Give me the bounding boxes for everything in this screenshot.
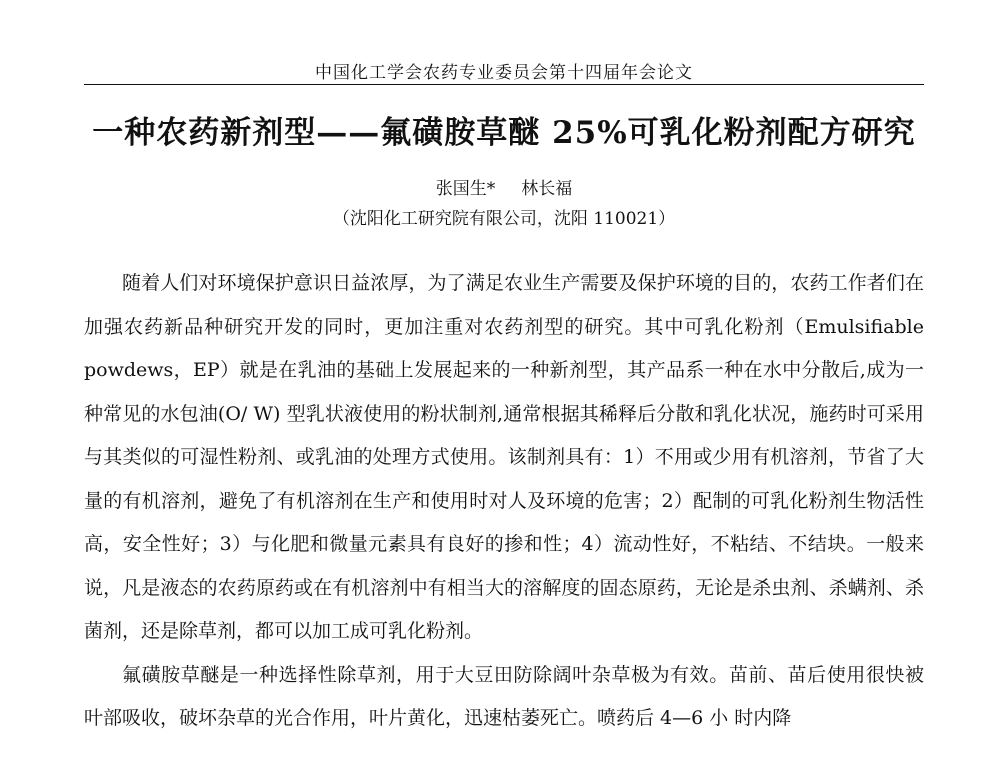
paragraph: 氟磺胺草醚是一种选择性除草剂，用于大豆田防除阔叶杂草极为有效。苗前、苗后使用很快被 叶部吸收，破坏杂草的光合作用，叶片黄化，迅速枯萎死亡。喷药后 4—6 小 时内降	[84, 663, 924, 729]
paper-title: 一种农药新剂型——氟磺胺草醚 25%可乳化粉剂配方研究	[92, 115, 916, 151]
body-text	[84, 262, 924, 741]
header-rule	[84, 84, 924, 85]
author-list	[84, 174, 924, 199]
paragraph: 随着人们对环境保护意识日益浓厚，为了满足农业生产需要及保护环境的目的，农药工作者们在加强农药新品种研究开发的同时，更加注重对农药剂型的研究。其中可乳化粉剂（Emulsifiable powdews，EP）就是在乳油的基础上发展起来的一种新剂型，其产品系一种在水中分散后,成为一种常见的水包油(O/ W) 型乳状液使用的粉状制剂,通常根据其稀释后分散和乳化状况，施药时可采用与其类似的可湿性粉剂、或乳油的处理方式使用。该制剂具有：1）不用或少用有机溶剂，节省了大量的有机溶剂，避免了有机溶剂在生产和使用时对人及环境的危害；2）配制的可乳化粉剂生物活性高，安全性好；3）与化肥和微量元素具有良好的掺和性；4）流动性好，不粘结、不结块。一般来说，凡是液态的农药原药或在有机溶剂中有相当大的溶解度的固态原药，无论是杀虫剂、杀螨剂、杀菌剂，还是除草剂，都可以加工成可乳化粉剂。	[84, 272, 924, 642]
running-header: 中国化工学会农药专业委员会第十四届年会论文	[315, 63, 693, 83]
author-name: 张国生*	[435, 179, 496, 199]
affiliation: （沈阳化工研究院有限公司，沈阳 110021）	[332, 209, 676, 229]
author-name: 林长福	[521, 179, 573, 199]
